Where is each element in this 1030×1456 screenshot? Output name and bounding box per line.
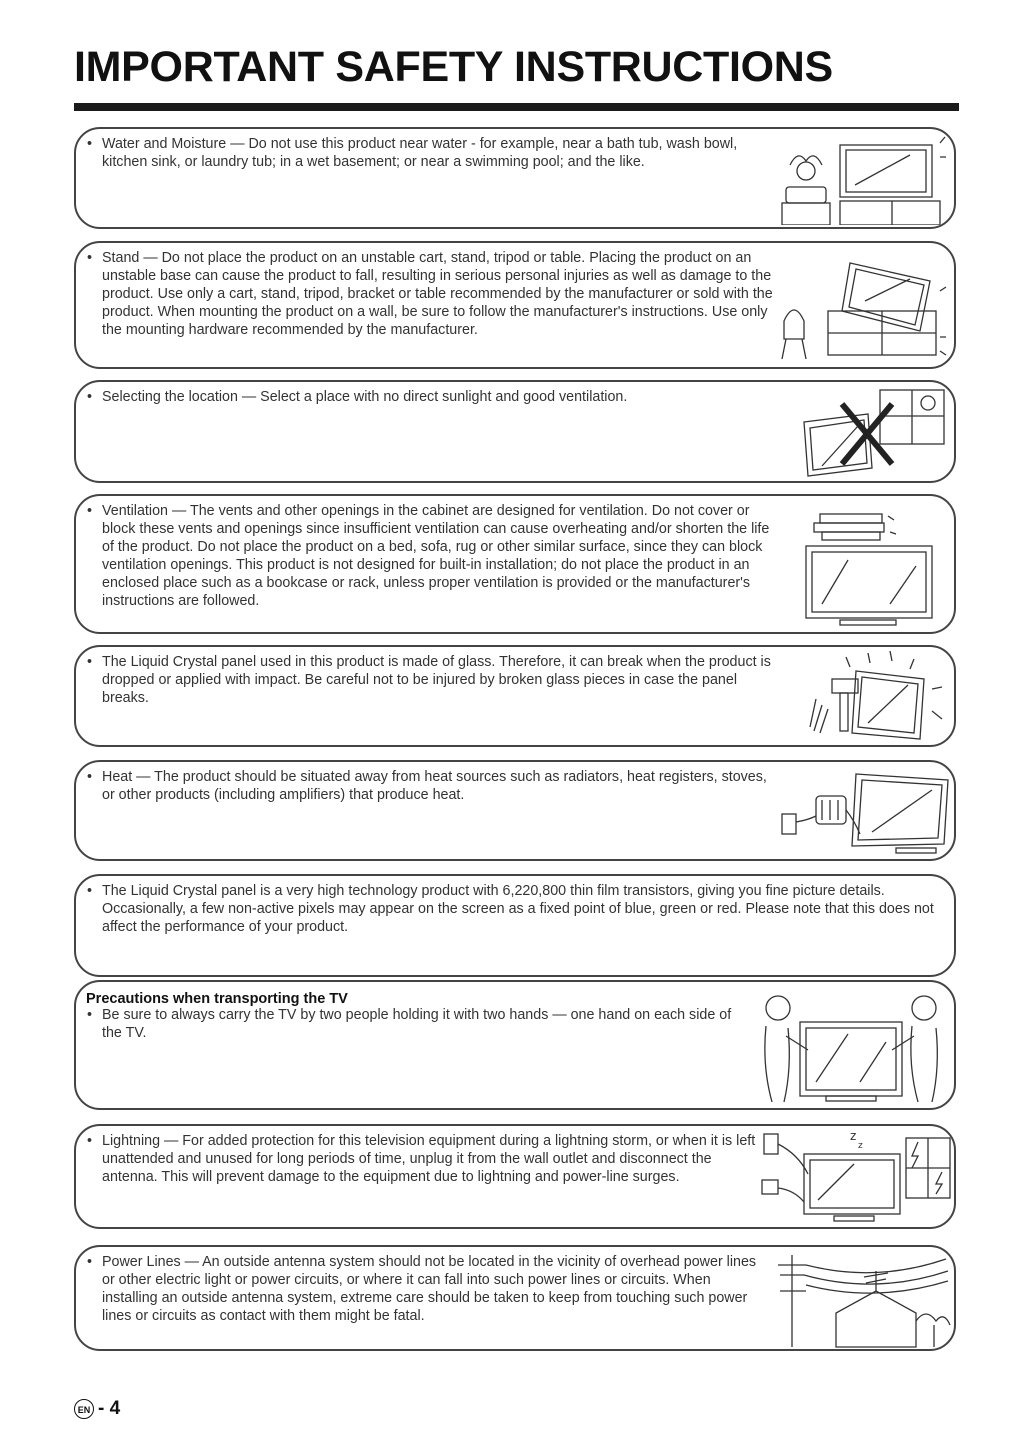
section-text: • Be sure to always carry the TV by two people holding it with two hands — one hand on each side of the TV. (84, 1007, 742, 1043)
tv-near-heater-illustration-icon (776, 766, 954, 860)
section-text: • Lightning — For added protection for this television equipment during a lightning storm, or when it is left unattended and unused for long periods of time, unplug it from the wall outlet and disconnect the antenna. This will prevent damage to the equipment due to lightning and power-line surges. (84, 1133, 762, 1187)
section-text: • Ventilation — The vents and other openings in the cabinet are designed for ventilation. Do not cover or block these vents and openings since insufficient ventilation can cause overheating and/or shorten the life of the product. Do not place the product on a bed, sofa, rug or other similar surface, since they can block ventilation openings. This product is not designed for built-in installation; do not place the product in an enclosed place such as a bookcase or rack, unless proper ventilation is provided or the manufacturer's instructions are followed. (84, 503, 782, 610)
antenna-power-lines-illustration-icon (766, 1251, 952, 1351)
unplugged-tv-lightning-illustration-icon (758, 1128, 954, 1228)
section-text: • Selecting the location — Select a place with no direct sunlight and good ventilation. (84, 389, 782, 407)
section-stand (74, 241, 956, 369)
section-text: • The Liquid Crystal panel is a very high technology product with 6,220,800 thin film transistors, giving you fine picture details. Occasionally, a few non-active pixels may appear on the screen as a fixed point of blue, green or red. Please note that this does not affect the performance of your product. (84, 883, 954, 937)
section-transporting (74, 980, 956, 1110)
section-text: • Water and Moisture — Do not use this product near water - for example, near a bath tub, wash bowl, kitchen sink, or laundry tub; in a wet basement; or near a swimming pool; and the like. (84, 136, 782, 172)
tv-covered-vents-illustration-icon (798, 506, 938, 631)
tv-in-sunlight-crossed-illustration-icon (788, 386, 953, 482)
section-heat (74, 760, 956, 861)
section-text: • Heat — The product should be situated away from heat sources such as radiators, heat registers, stoves, or other products (including amplifiers) that produce heat. (84, 769, 782, 805)
language-badge: EN (74, 1399, 94, 1419)
section-water-moisture (74, 127, 956, 229)
page-number: - 4 (98, 1398, 121, 1419)
page-footer (74, 1398, 120, 1420)
title-rule (74, 103, 959, 111)
section-selecting-location (74, 380, 956, 483)
section-heading: Precautions when transporting the TV (86, 991, 348, 1007)
hammer-breaking-tv-illustration-icon (796, 649, 956, 745)
section-ventilation (74, 494, 956, 634)
tv-on-unstable-stand-illustration-icon (780, 251, 950, 363)
two-people-carrying-tv-illustration-icon (756, 986, 946, 1106)
section-text: • The Liquid Crystal panel used in this product is made of glass. Therefore, it can break when the product is dropped or applied with impact. Be careful not to be injured by broken glass pieces in case the panel breaks. (84, 654, 782, 708)
svg-text:z: z (858, 1141, 863, 1151)
page-title: IMPORTANT SAFETY INSTRUCTIONS (74, 43, 833, 91)
section-power-lines (74, 1245, 956, 1351)
section-lightning (74, 1124, 956, 1229)
section-text: • Power Lines — An outside antenna system should not be located in the vicinity of overhead power lines or other electric light or power circuits, or where it can fall into such power lines or circuits. When installing an outside antenna system, extreme care should be taken to keep from touching such power lines or circuits as contact with them might be fatal. (84, 1254, 762, 1326)
svg-text:z: z (850, 1129, 857, 1143)
tv-near-water-illustration-icon (780, 135, 950, 225)
section-text: • Stand — Do not place the product on an unstable cart, stand, tripod or table. Placing the product on an unstable base can cause the product to fall, resulting in serious personal injuries as well as damage to the product. Use only a cart, stand, tripod, bracket or table recommended by the manufacturer or sold with the product. When mounting the product on a wall, be sure to follow the manufacturer's instructions. Use only the mounting hardware recommended by the manufacturer. (84, 250, 782, 340)
section-glass-panel (74, 645, 956, 747)
section-pixel-note (74, 874, 956, 977)
